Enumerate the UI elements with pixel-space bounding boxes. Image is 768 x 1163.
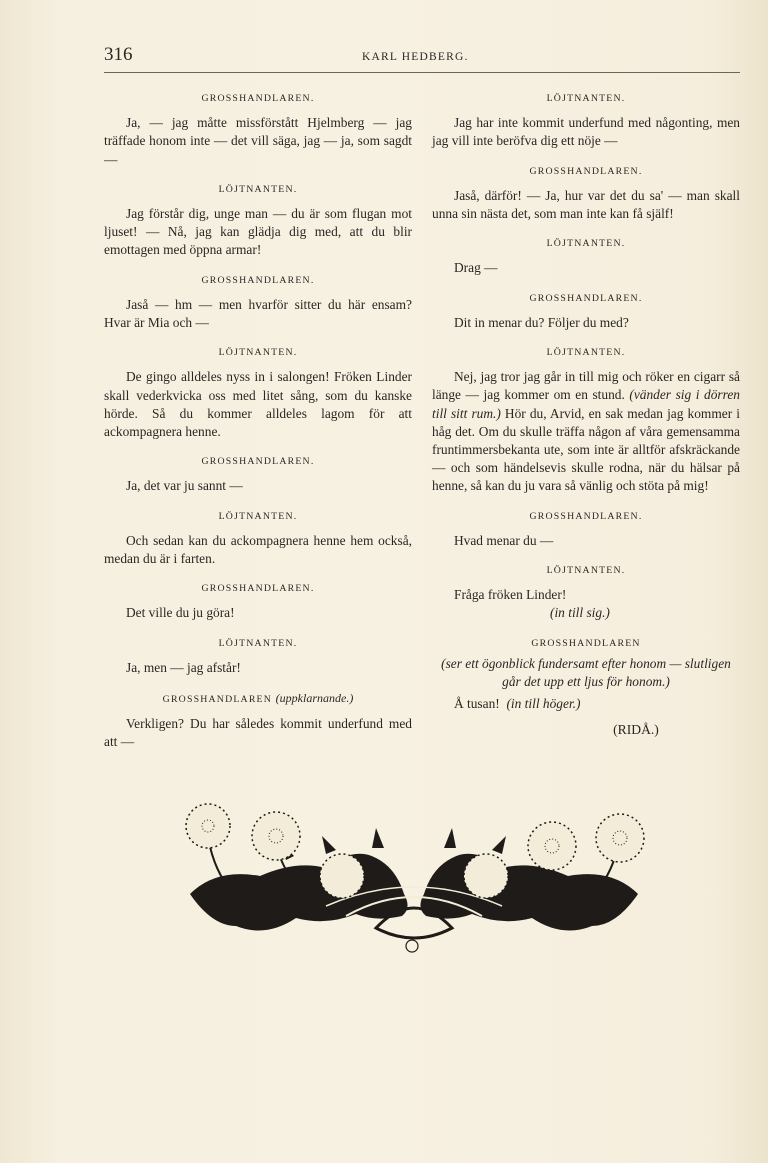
page-header [104,44,740,74]
stage-direction: (uppklarnande.) [275,691,354,706]
dialogue-line: Det ville du ju göra! [126,605,235,621]
speaker-label: GROSSHANDLAREN. [201,93,315,104]
dialogue-line: Ja, men — jag afstår! [126,659,241,675]
speaker-label: LÖJTNANTEN. [546,565,626,577]
dialogue-line [432,695,740,713]
speaker-label: LÖJTNANTEN. [546,238,626,250]
dialogue-line: Jag förstår dig, unge man — du är som flugan mot ljuset! — Nå, jag kan glädja dig med, att du blir emottagen med öppna armar! [104,206,412,258]
dialogue-line: Dit in menar du? Följer du med? [454,314,629,330]
dialogue-line: Ja, — jag måtte missförstått Hjelmberg — jag träffade honom inte — det vill säga, jag — ja, som sagdt — [104,115,412,167]
dialogue-line: Jaså — hm — men hvarför sitter du här ensam? Hvar är Mia och — [104,296,412,331]
speaker-label: GROSSHANDLAREN. [201,456,315,468]
dialogue-line: Hvad menar du — [454,532,554,548]
dialogue-line: Jag har inte kommit underfund med någonting, men jag vill inte beröfva dig ett nöje — [432,115,740,149]
dialogue-text: Nej, jag tror jag går in till mig och röker en cigarr så länge — jag kommer om en stund. [432,369,740,403]
stage-direction: (ser ett ögonblick fundersamt efter honom — slutligen går det upp ett ljus för honom.) [441,655,731,690]
speaker-label: GROSSHANDLAREN [162,694,273,706]
dialogue-line: Ja, det var ju sannt — [126,478,243,494]
page-number: 316 [104,44,133,65]
dialogue-line: Drag — [454,260,498,276]
speaker-label: GROSSHANDLAREN. [201,274,315,286]
speaker-label: LÖJTNANTEN. [218,183,298,195]
dialogue-line [432,368,740,495]
speaker-label: GROSSHANDLAREN. [529,292,643,304]
speaker-label: GROSSHANDLAREN [531,637,641,649]
dialogue-line: De gingo alldeles nyss in i salongen! Fröken Linder skall vederkvicka oss med litet sång, som du kanske hörde. Så du kommer alldeles lagom för att ackompagnera henne. [104,369,412,440]
dandelion-ornament-icon [176,798,652,958]
speaker-label: GROSSHANDLAREN. [529,165,643,177]
dialogue-text: Hör du, Arvid, en sak medan jag kommer i håg det. Om du skulle träffa någon af våra gemensamma fruntimmersbekanta ute, som inte är alltför afskräckande — och som händelsevis skulle rodna, när du hälsar på henne, så kan du ju vara så vänlig och stöta på mig! [432,405,740,494]
left-column [104,90,412,752]
speaker-with-direction [104,689,412,709]
dialogue-line: Fråga fröken Linder! [454,587,567,603]
speaker-label: LÖJTNANTEN. [218,347,298,359]
stage-direction: (vänder sig i dörren till sitt rum.) [432,387,740,421]
speaker-label: LÖJTNANTEN. [218,637,298,649]
dialogue-text: Å tusan! [454,696,500,712]
curtain-end: (RIDÅ.) [613,722,659,738]
speaker-label: LÖJTNANTEN. [546,93,626,104]
speaker-label: GROSSHANDLAREN. [529,510,643,522]
header-rule [104,72,740,73]
speaker-label: LÖJTNANTEN. [546,347,626,359]
stage-direction: (in till höger.) [506,696,581,712]
dialogue-line: Och sedan kan du ackompagnera henne hem också, medan du är i farten. [104,532,412,567]
speaker-label: GROSSHANDLAREN. [201,583,315,595]
running-head: KARL HEDBERG. [362,51,469,63]
speaker-label: LÖJTNANTEN. [218,510,298,522]
stage-direction: (in till sig.) [550,605,610,621]
right-column [432,90,740,740]
dialogue-line: Jaså, därför! — Ja, hur var det du sa' — man skall unna sin nästa det, som man inte kan få själf! [432,187,740,222]
dialogue-line: Verkligen? Du har således kommit underfund med att — [104,716,412,750]
